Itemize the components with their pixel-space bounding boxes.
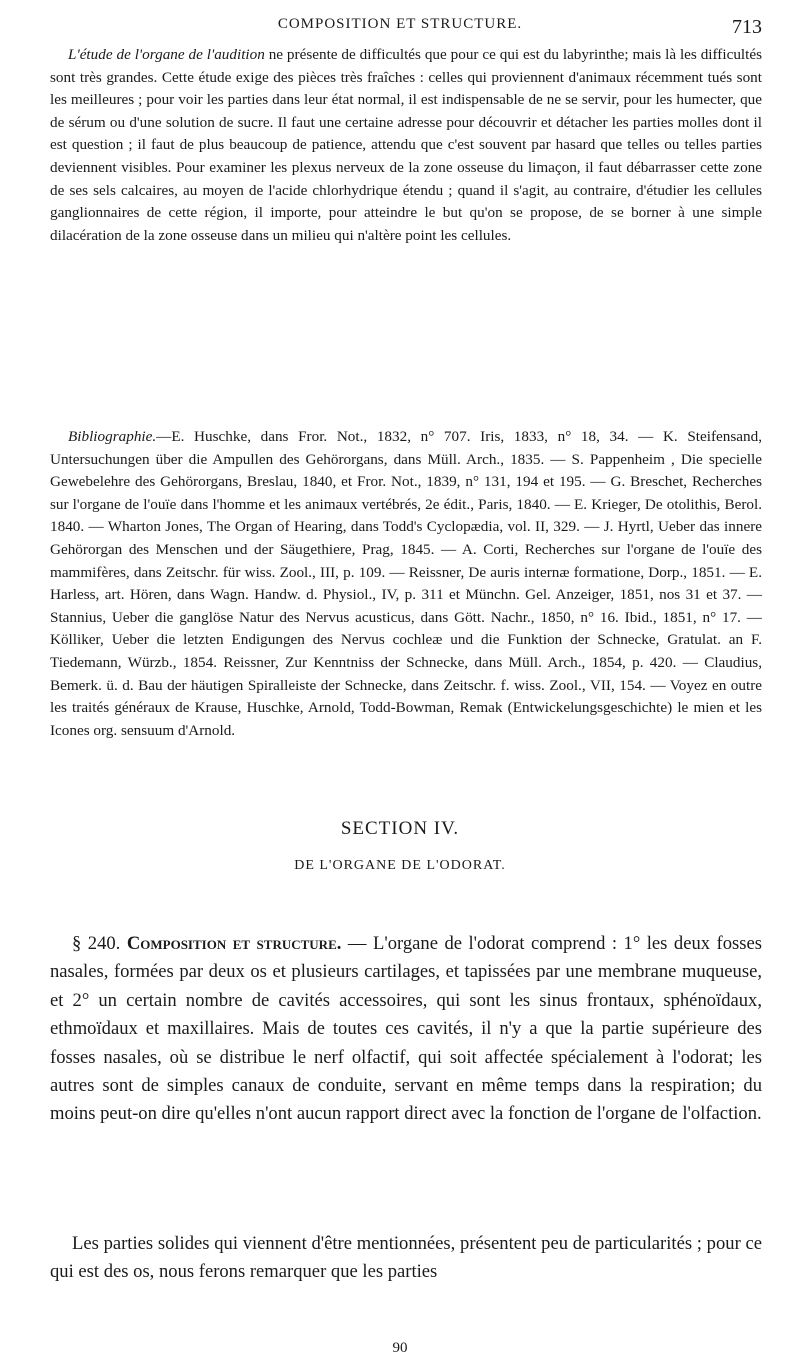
paragraph-text: — L'organe de l'odorat comprend : 1° les deux fosses nasales, formées par deux os et plusieurs cartilages, et tapissées par une membrane muqueuse, et 2° un certain nombre de cavités accessoires, qui sont les sinus frontaux, sphénoïdaux, ethmoïdaux et maxillaires. Mais de toutes ces cavités, il n'y a que la partie supérieure des fosses nasales, où se distribue le nerf olfactif, qui soit affectée spécialement à l'odorat; les autres sont de simples canaux de conduite, servant en même temps dans la respiration; du moins peut-on dire qu'elles n'ont aucun rapport direct avec la fonction de l'organe de l'olfaction. xyxy=(50,933,762,1125)
bibliography-text: —E. Huschke, dans Fror. Not., 1832, n° 707. Iris, 1833, n° 18, 34. — K. Steifensand, Untersuchungen über die Ampullen des Gehörorgans, dans Müll. Arch., 1835. — S. Pappenheim , Die specielle Gewebelehre des Gehörorgans, Breslau, 1840, et Fror. Not., 1839, n° 131, 194 et 195. — G. Breschet, Recherches sur l'organe de l'ouïe dans l'homme et les animaux vertébrés, 2e édit., Paris, 1840. — E. Krieger, De otolithis, Berol. 1840. — Wharton Jones, The Organ of Hearing, dans Todd's Cyclopædia, vol. II, 329. — J. Hyrtl, Ueber das innere Gehörorgan des Menschen und der Säugethiere, Prag, 1845. — A. Corti, Recherches sur l'organe de l'ouïe des mammifères, dans Zeitschr. für wiss. Zool., III, p. 109. — Reissner, De auris internæ formatione, Dorp., 1851. — E. Harless, art. Hören, dans Wagn. Handw. d. Physiol., IV, p. 311 et Münchn. Gel. Anzeiger, 1851, nos 31 et 37. — Stannius, Ueber die ganglöse Natur des Nervus acusticus, dans Gött. Nachr., 1850, n° 16. Ibid., 1851, n° 17. — Kölliker, Ueber die letzten Endigungen des Nervus cochleæ und die Funktion der Schnecke, Gratulat. an F. Tiedemann, Würzb., 1854. Reissner, Zur Kenntniss der Schnecke, dans Müll. Arch., 1854, p. 420. — Claudius, Bemerk. ü. d. Bau der häutigen Spiralleiste der Schnecke, dans Zeitschr. f. wiss. Zool., VII, 154. — Voyez en outre les traités généraux de Krause, Huschke, Arnold, Todd-Bowman, Remak (Entwickelungsgeschichte) le mien et les Icones org. sensuum d'Arnold. xyxy=(50,428,762,739)
paragraph-text: Les parties solides qui viennent d'être mentionnées, présentent peu de particularités ; pour ce qui est des os, nous ferons remarquer que les parties xyxy=(50,1233,762,1283)
section-heading: SECTION IV. xyxy=(340,818,460,839)
paragraph-composition xyxy=(50,930,762,1129)
paragraph-lead: L'étude de l'organe de l'audition xyxy=(68,46,265,63)
bibliography-block xyxy=(50,426,762,742)
running-head-title: COMPOSITION ET STRUCTURE. xyxy=(277,16,523,32)
paragraph-audition-study xyxy=(50,44,762,247)
bibliography-lead: Bibliographie. xyxy=(68,428,157,445)
signature-mark: 90 xyxy=(392,1340,408,1356)
paragraph-heading: Composition et structure. xyxy=(126,933,342,954)
page-number: 713 xyxy=(732,16,762,38)
section-number: § 240. xyxy=(72,933,121,954)
paragraph-solid-parts xyxy=(50,1230,762,1287)
section-subheading: DE L'ORGANE DE L'ODORAT. xyxy=(294,858,506,873)
paragraph-text: ne présente de difficultés que pour ce qui est du labyrinthe; mais là les difficultés sont très grandes. Cette étude exige des pièces très fraîches : celles qui proviennent d'animaux récemment tués sont les meilleures ; pour voir les parties dans leur état normal, il est indispensable de ne se servir, pour les humecter, que de sérum ou d'une solution de sucre. Il faut une certaine adresse pour découvrir et détacher les parties molles dont il est question ; il faut de plus beaucoup de patience, attendu que c'est souvent par hasard que telles ou telles parties deviennent visibles. Pour examiner les plexus nerveux de la zone osseuse du limaçon, il faut débarrasser cette zone de ses sels calcaires, au moyen de l'acide chlorhydrique étendu ; quand il s'agit, au contraire, d'étudier les cellules ganglionnaires de cette région, il importe, pour atteindre le but qu'on se propose, de se borner à une simple dilacération de la zone osseuse dans un milieu qui n'altère point les cellules. xyxy=(50,46,763,244)
